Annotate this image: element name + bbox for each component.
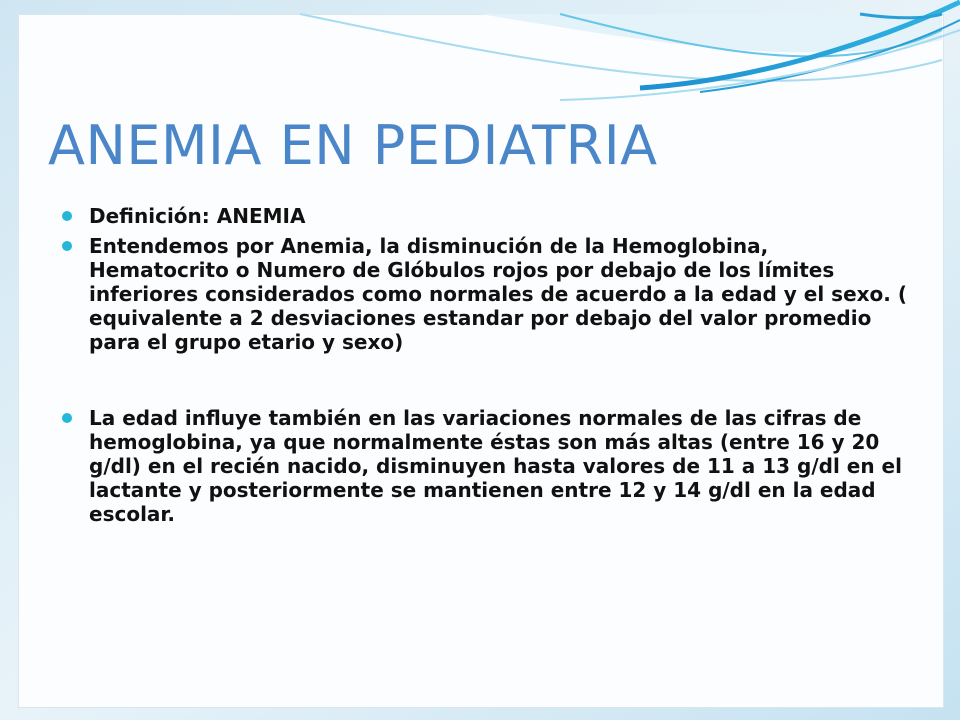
bullet-age-influence bbox=[62, 406, 912, 526]
bullet-dot-icon bbox=[62, 241, 72, 251]
bullet-text: La edad influye también en las variaciones normales de las cifras de hemoglobina, ya que normalmente éstas son más altas (entre 16 y 20 g/dl) en el recién nacido, disminuyen hasta valores de 11 a 13 g/dl en el lactante y posteriormente se mantienen entre 12 y 14 g/dl en la edad escolar. bbox=[89, 406, 902, 526]
bullet-anemia-description bbox=[62, 234, 912, 354]
bullet-dot-icon bbox=[62, 413, 72, 423]
bullet-text: Definición: ANEMIA bbox=[89, 204, 306, 228]
bullet-text: Entendemos por Anemia, la disminución de la Hemoglobina, Hematocrito o Numero de Glóbulos rojos por debajo de los límites inferiores considerados como normales de acuerdo a la edad y el sexo. ( equivalente a 2 desviaciones estandar por debajo del valor promedio para el grupo etario y sexo) bbox=[89, 234, 907, 354]
bullet-dot-icon bbox=[62, 211, 72, 221]
bullet-list bbox=[62, 204, 912, 526]
bullet-definition bbox=[62, 204, 912, 228]
slide-title: ANEMIA EN PEDIATRIA bbox=[48, 114, 658, 177]
